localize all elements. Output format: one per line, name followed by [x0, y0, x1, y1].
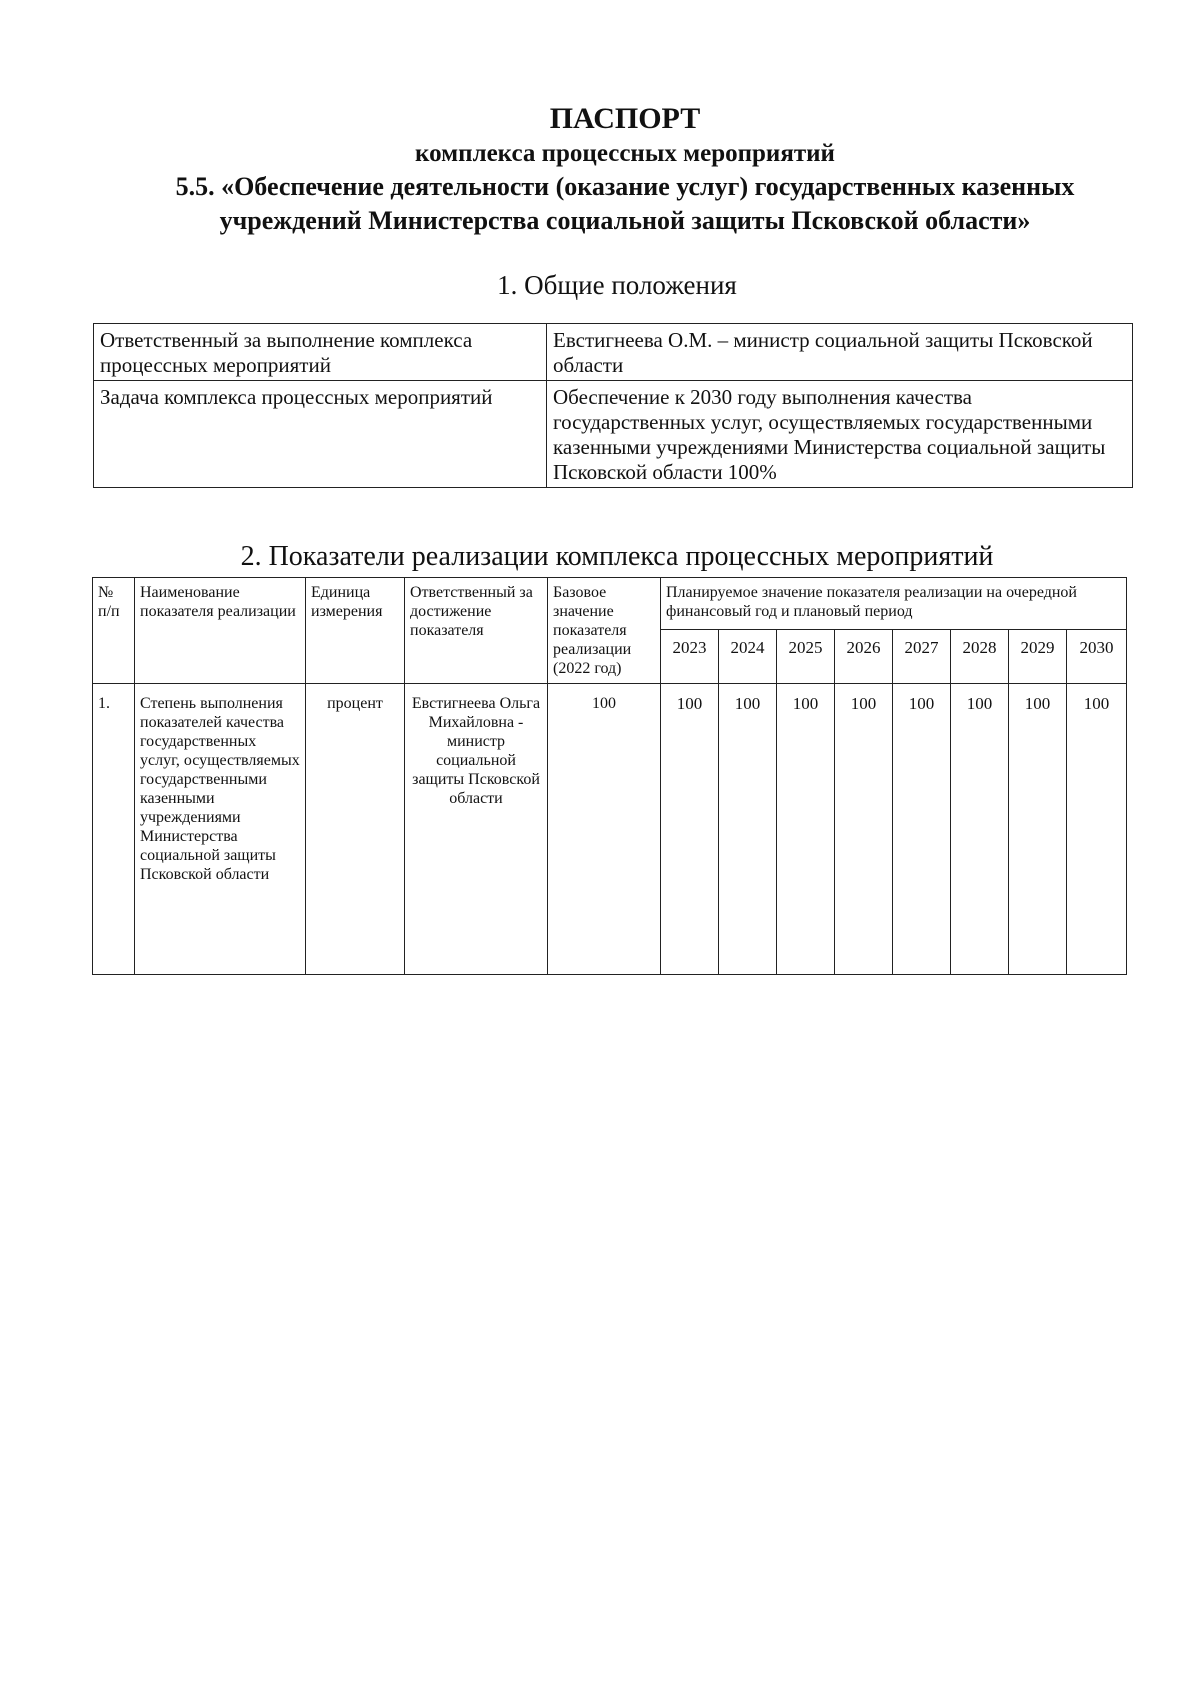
planned-value: 100 — [1067, 684, 1127, 975]
task-value: Обеспечение к 2030 году выполнения качества государственных услуг, осуществляемых государственными казенными учреждениями Министерства социальной защиты Псковской области 100% — [547, 381, 1133, 488]
indicators-table — [92, 577, 1127, 975]
indicator-responsible: Евстигнеева Ольга Михайловна - министр социальной защиты Псковской области — [405, 684, 548, 975]
section-2-heading: 2. Показатели реализации комплекса процессных мероприятий — [240, 541, 994, 572]
planned-value: 100 — [719, 684, 777, 975]
year-header: 2024 — [719, 630, 777, 684]
planned-value: 100 — [777, 684, 835, 975]
planned-value: 100 — [951, 684, 1009, 975]
row-num: 1. — [93, 684, 135, 975]
indicator-unit: процент — [306, 684, 405, 975]
year-header: 2025 — [777, 630, 835, 684]
year-header: 2023 — [661, 630, 719, 684]
planned-value: 100 — [893, 684, 951, 975]
planned-value: 100 — [1009, 684, 1067, 975]
document-subtitle: комплекса процессных мероприятий — [415, 140, 835, 167]
responsible-value: Евстигнеева О.М. – министр социальной защиты Псковской области — [547, 324, 1133, 381]
col-header-responsible: Ответственный за достижение показателя — [405, 578, 548, 684]
table-row — [94, 324, 1133, 381]
year-header: 2027 — [893, 630, 951, 684]
col-header-num: № п/п — [93, 578, 135, 684]
year-header: 2029 — [1009, 630, 1067, 684]
complex-name-line-2: учреждений Министерства социальной защиты Псковской области» — [219, 206, 1031, 235]
col-header-planned: Планируемое значение показателя реализации на очередной финансовый год и плановый период — [661, 578, 1127, 630]
general-provisions-table — [93, 323, 1133, 488]
col-header-name: Наименование показателя реализации — [135, 578, 306, 684]
table-row — [93, 684, 1127, 975]
section-1-heading: 1. Общие положения — [497, 270, 737, 300]
year-header: 2028 — [951, 630, 1009, 684]
title-block — [100, 100, 1150, 238]
year-header: 2030 — [1067, 630, 1127, 684]
responsible-label: Ответственный за выполнение комплекса процессных мероприятий — [94, 324, 547, 381]
planned-value: 100 — [835, 684, 893, 975]
document-title: ПАСПОРТ — [549, 102, 701, 135]
complex-name-line-1: 5.5. «Обеспечение деятельности (оказание услуг) государственных казенных — [175, 172, 1075, 201]
planned-value: 100 — [661, 684, 719, 975]
col-header-base: Базовое значение показателя реализации (2022 год) — [548, 578, 661, 684]
col-header-unit: Единица измерения — [306, 578, 405, 684]
indicator-name: Степень выполнения показателей качества государственных услуг, осуществляемых государственными казенными учреждениями Министерства социальной защиты Псковской области — [135, 684, 306, 975]
year-header: 2026 — [835, 630, 893, 684]
header-row — [93, 578, 1127, 630]
indicator-base-value: 100 — [548, 684, 661, 975]
table-row — [94, 381, 1133, 488]
task-label: Задача комплекса процессных мероприятий — [94, 381, 547, 488]
